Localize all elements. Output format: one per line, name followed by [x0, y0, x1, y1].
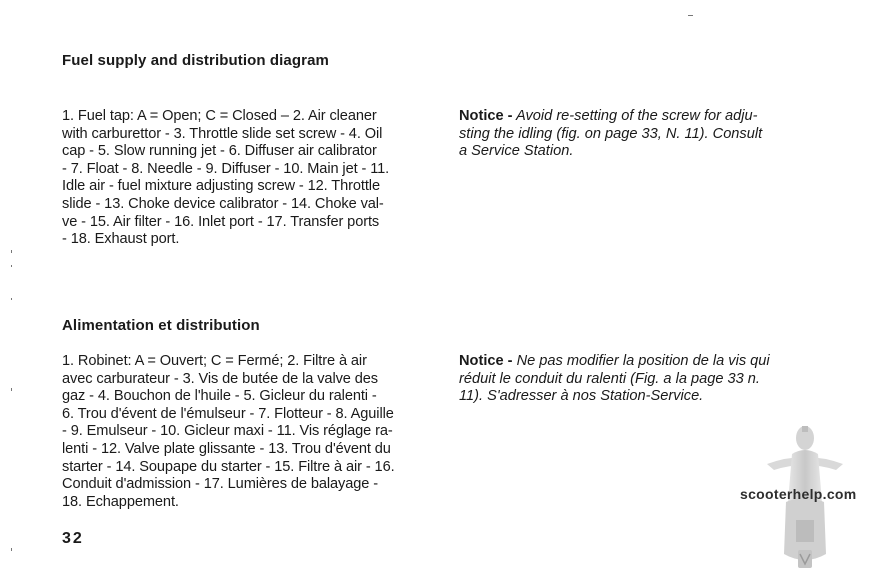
notice-label-fr: Notice -	[459, 353, 513, 369]
legend-text-fr: 1. Robinet: A = Ouvert; C = Fermé; 2. Filtre à air avec carburateur - 3. Vis de butée de la valve des gaz - 4. Bouchon de l'huile - 5. Gicleur du ralenti - 6. Trou d'évent de l'émulseur - 7. Flotteur - 8. Aguille - 9. Emulseur - 10. Gicleur maxi - 11. Vis réglage ra- lenti - 12. Valve plate glissante - 13. Trou d'évent du starter - 14. Soupape du starter - 15. Filtre à air - 16. Conduit d'admission - 17. Lumières de balayage - 18. Echappement.	[62, 353, 395, 510]
watermark-text: scooterhelp.com	[740, 486, 857, 502]
section-title-en: Fuel supply and distribution diagram	[62, 52, 329, 69]
notice-text-en: Avoid re-setting of the screw for adju- sting the idling (fig. on page 33, N. 11). Consult a Service Station.	[459, 108, 763, 160]
notice-text-fr: Ne pas modifier la position de la vis qui réduit le conduit du ralenti (Fig. a la page 33 n. 11). S'adresser à nos Station-Service.	[459, 353, 770, 405]
notice-en	[459, 108, 839, 161]
scan-speck	[11, 250, 12, 253]
scan-speck	[11, 298, 12, 300]
scan-speck	[11, 548, 12, 551]
scan-speck	[11, 388, 12, 391]
notice-fr	[459, 353, 839, 406]
page-number: 32	[62, 530, 84, 547]
section-title-fr: Alimentation et distribution	[62, 317, 260, 334]
scan-speck	[688, 15, 693, 16]
notice-label-en: Notice -	[459, 108, 513, 124]
legend-text-en: 1. Fuel tap: A = Open; C = Closed – 2. Air cleaner with carburettor - 3. Throttle slide set screw - 4. Oil cap - 5. Slow running jet - 6. Diffuser air calibrator - 7. Float - 8. Needle - 9. Diffuser - 10. Main jet - 11. Idle air - fuel mixture adjusting screw - 12. Throttle slide - 13. Choke device calibrator - 14. Choke val- ve - 15. Air filter - 16. Inlet port - 17. Transfer ports - 18. Exhaust port.	[62, 108, 390, 248]
scan-speck	[11, 265, 12, 267]
